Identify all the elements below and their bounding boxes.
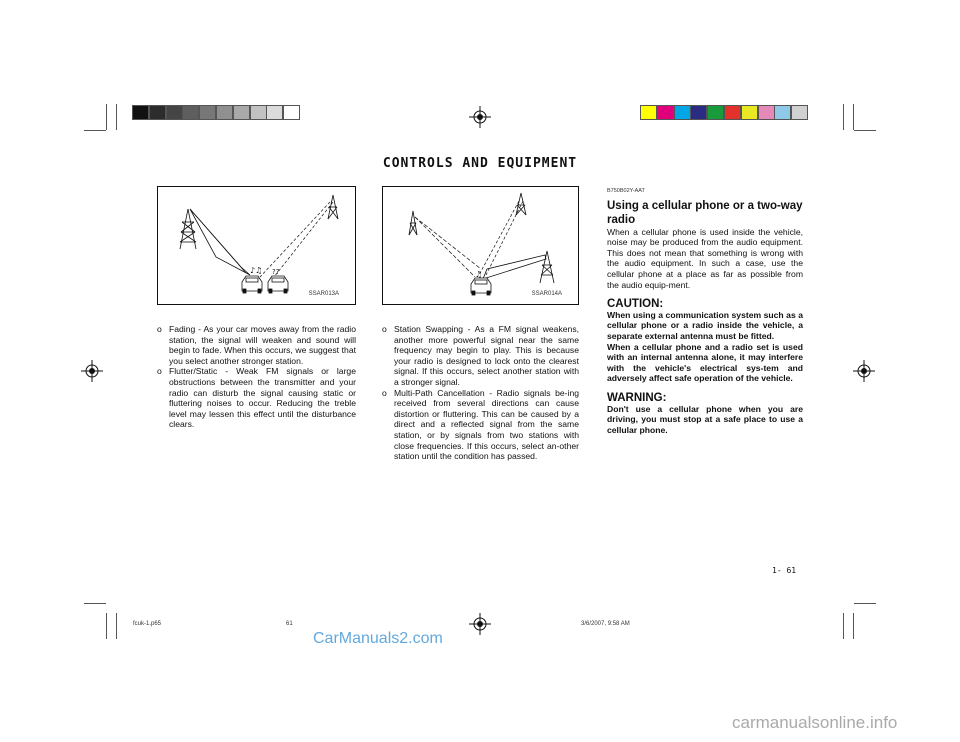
bullet-text: Flutter/Static - Weak FM signals or large obstructions between the transmitter and your radio can disturb the signal causing static or fluttering noises to occur. Reducing the treble level may lessen this effect until the disturbance clears. xyxy=(169,366,356,430)
bullet-text: Multi-Path Cancellation - Radio signals be-ing received from several directions can cause distortion or fluttering. This can be caused by a direct and a reflected signal from the same station, or by signals from two stations with close frequencies. If this occurs, select an-other station until the condition has passed. xyxy=(394,387,579,462)
footer-date: 3/6/2007, 9:58 AM xyxy=(581,621,630,627)
gray-swatch xyxy=(217,106,232,119)
page-title: CONTROLS AND EQUIPMENT xyxy=(382,156,578,171)
color-swatch xyxy=(775,106,790,119)
caution-text: When a cellular phone and a radio set is used with an internal antenna alone, it may interfere with the vehicle's electrical sys-tem and adversely affect safe operation of the vehicle. xyxy=(607,341,803,384)
gray-swatch xyxy=(183,106,198,119)
color-swatch xyxy=(658,106,673,119)
color-swatch xyxy=(641,106,656,119)
warning-title: WARNING: xyxy=(607,391,667,404)
crop-mark-bottom-left-v xyxy=(106,613,107,639)
gray-swatch xyxy=(167,106,182,119)
warning-text: Don't use a cellular phone when you are driving, you must stop at a safe place to use a cellular phone. xyxy=(607,403,803,435)
section-heading: Using a cellular phone or a two-way radio xyxy=(607,199,803,226)
color-swatch xyxy=(708,106,723,119)
watermark-carmanualsonline: carmanualsonline.info xyxy=(732,713,898,732)
svg-text:??: ?? xyxy=(272,268,280,276)
color-swatch xyxy=(792,106,807,119)
station-swapping-illustration xyxy=(383,187,578,304)
crop-mark-top-left-v xyxy=(106,104,107,130)
bullet-mark: o xyxy=(382,324,387,334)
caution-title: CAUTION: xyxy=(607,298,664,311)
color-swatch xyxy=(725,106,740,119)
color-swatch xyxy=(675,106,690,119)
crop-mark-bottom-left-v2 xyxy=(116,613,117,639)
gray-swatch xyxy=(150,106,165,119)
caution-text: When using a communication system such as a cellular phone or a radio inside the vehicle, a separate external antenna must be fitted. xyxy=(607,309,803,341)
gray-swatch xyxy=(267,106,282,119)
section-paragraph: When a cellular phone is used inside the vehicle, noise may be produced from the audio equipment. This does not mean that something is wrong with the audio equipment. In such a case, use the cellular phone at a place as far as possible from the audio equip-ment. xyxy=(607,226,803,290)
crop-mark-top-right-v2 xyxy=(843,104,844,130)
color-swatch xyxy=(742,106,757,119)
watermark-carmanuals2: CarManuals2.com xyxy=(313,630,443,647)
crop-mark-top-left-h xyxy=(84,130,106,131)
crop-mark-bottom-right-h xyxy=(854,603,876,604)
list-item xyxy=(382,388,579,462)
list-item xyxy=(157,324,356,366)
color-swatch xyxy=(691,106,706,119)
bullet-mark: o xyxy=(157,324,162,334)
bullet-mark: o xyxy=(382,387,387,398)
page-number: 1- 61 xyxy=(772,566,797,575)
list-item xyxy=(382,324,579,388)
gray-swatch xyxy=(133,106,148,119)
registration-mark-right-icon xyxy=(853,360,875,382)
crop-mark-top-right-v xyxy=(853,104,854,130)
footer-page: 61 xyxy=(286,621,293,627)
gray-swatch xyxy=(200,106,215,119)
crop-mark-bottom-right-v2 xyxy=(843,613,844,639)
registration-mark-left-icon xyxy=(81,360,103,382)
gray-swatch xyxy=(234,106,249,119)
crop-mark-bottom-left-h xyxy=(84,603,106,604)
crop-mark-bottom-right-v xyxy=(853,613,854,639)
figure-code: SSAR013A xyxy=(308,291,339,297)
section-code: B750B02Y-AAT xyxy=(607,188,645,194)
figure-code: SSAR014A xyxy=(531,291,562,297)
fading-illustration xyxy=(158,187,355,304)
column-2-text xyxy=(382,324,579,462)
registration-mark-bottom-icon xyxy=(469,613,491,635)
figure-fading xyxy=(157,186,356,305)
bullet-text: Fading - As your car moves away from the radio station, the signal will weaken and sound will begin to fade. When this occurs, we suggest that you select another stronger station. xyxy=(169,324,356,366)
gray-swatch xyxy=(284,106,299,119)
figure-station-swapping xyxy=(382,186,579,305)
crop-mark-top-left-v2 xyxy=(116,104,117,130)
color-swatch xyxy=(759,106,774,119)
registration-mark-top-icon xyxy=(469,106,491,128)
svg-text:♪♫: ♪♫ xyxy=(250,266,263,275)
bullet-text: Station Swapping - As a FM signal weakens, another more powerful signal near the same frequency may begin to play. This is because your radio is designed to lock onto the clearest signal. If this occurs, select another station with a stronger signal. xyxy=(394,324,579,387)
bullet-mark: o xyxy=(157,366,162,377)
gray-swatch xyxy=(251,106,266,119)
list-item xyxy=(157,366,356,430)
footer-file-name: fcuk-1.p65 xyxy=(133,621,162,627)
crop-mark-top-right-h xyxy=(854,130,876,131)
column-1-text xyxy=(157,324,356,430)
column-3-text xyxy=(607,186,803,435)
svg-text:♫: ♫ xyxy=(475,270,483,279)
